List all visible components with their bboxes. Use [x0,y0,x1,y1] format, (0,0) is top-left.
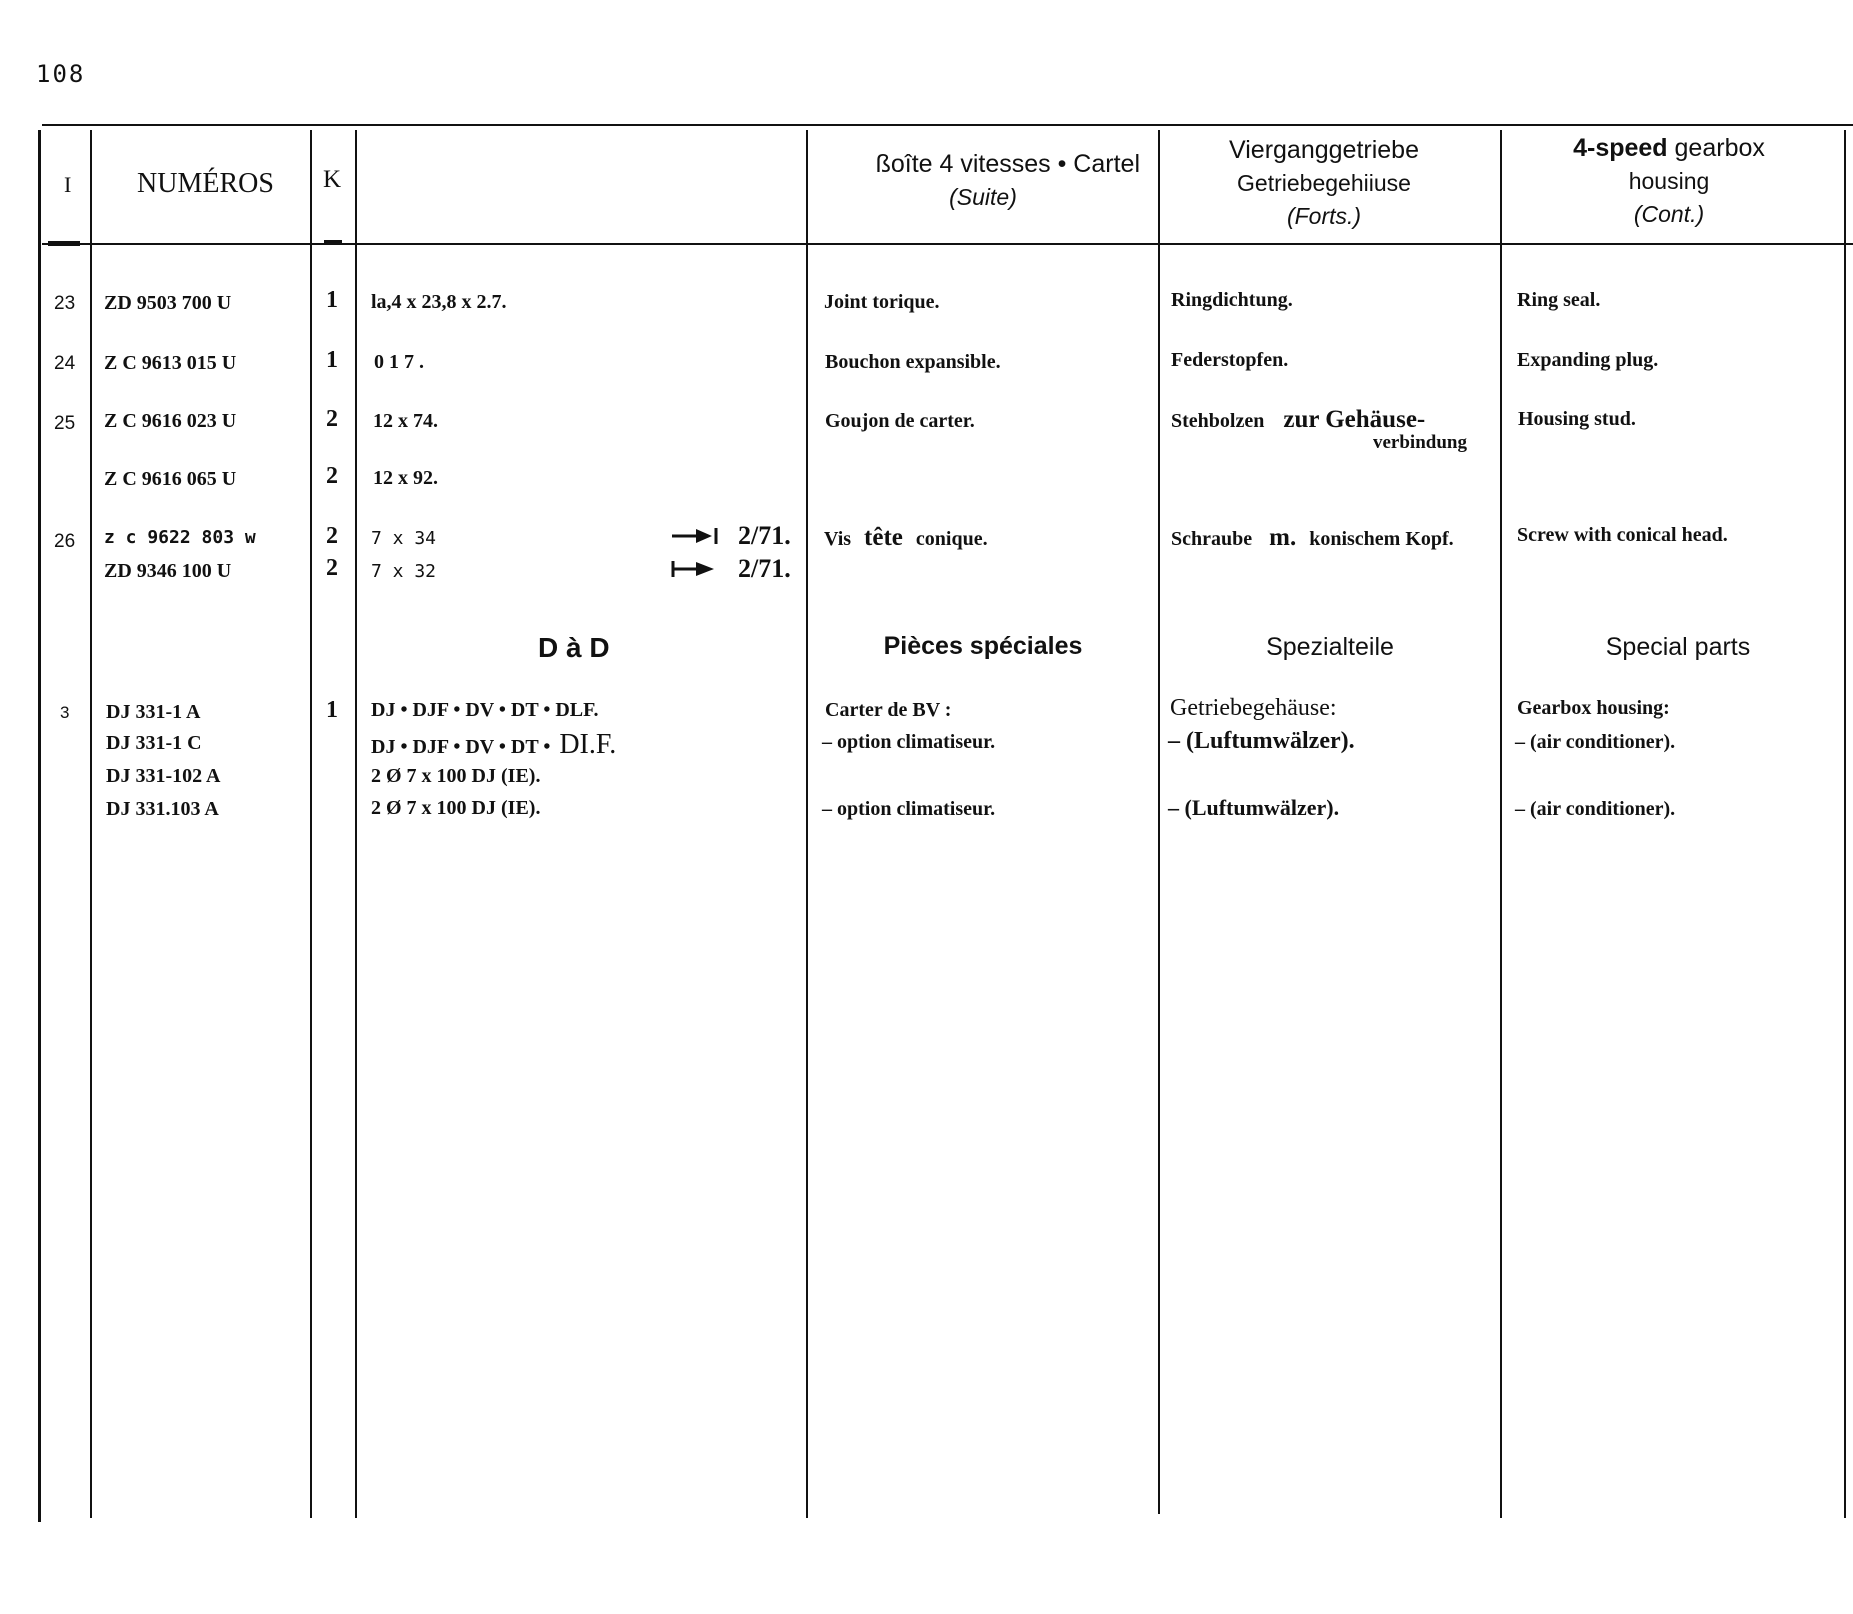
dash-mark [48,241,80,246]
row-fr-b: tête [864,524,903,551]
header-en-sub: housing [1628,168,1710,194]
section-fr: Pièces spéciales [883,632,1083,660]
arrow-from-icon-svg [670,559,720,579]
row-fr: Joint torique. [824,291,940,313]
column-border-i [90,130,92,1518]
row-ref: 26 [54,531,76,552]
row-fr: – option climatiseur. [822,798,996,820]
section-en: Special parts [1605,633,1751,661]
row-en: Expanding plug. [1517,349,1659,371]
row-desc: DJ • DJF • DV • DT • DLF. [371,699,599,721]
row-en: Gearbox housing: [1517,697,1670,719]
column-border-desc [806,130,808,1518]
row-en: Screw with conical head. [1517,524,1728,546]
row-ref: 23 [54,293,76,314]
header-en-cont: (Cont.) [1633,201,1705,227]
row-number: DJ 331-1 C [106,732,202,754]
row-de: – (Luftumwälzer). [1168,795,1340,820]
header-col-k: K [323,166,342,193]
row-date: 2/71. [738,521,791,550]
row-de: Ringdichtung. [1171,289,1293,311]
section-de: Spezialteile [1266,633,1394,661]
arrow-to-icon [670,526,720,546]
row-desc-b: DI.F. [559,729,617,760]
row-desc: 2 Ø 7 x 100 DJ (IE). [371,797,541,819]
table-top-rule [42,124,1853,126]
header-col-numeros: NUMÉROS [137,168,274,199]
row-desc: 7 x 32 [371,561,437,582]
row-desc [371,729,616,761]
header-de [1160,134,1488,233]
row-de: – (Luftumwälzer). [1168,728,1355,754]
header-en-title [1502,132,1836,165]
row-fr: Goujon de carter. [825,410,975,432]
row-qty: 2 [326,463,338,489]
row-number: Z C 9616 023 U [104,410,237,432]
row-ref: 24 [54,353,76,374]
row-desc: 2 Ø 7 x 100 DJ (IE). [371,765,541,787]
row-qty: 1 [326,287,338,313]
row-de-a: Schraube [1171,528,1253,550]
row-number: DJ 331-102 A [106,765,221,787]
row-number: Z C 9613 015 U [104,352,237,374]
row-date: 2/71. [738,554,791,583]
row-number: ZD 9346 100 U [104,560,232,582]
row-en: – (air conditioner). [1515,798,1676,820]
row-fr: Carter de BV : [825,699,952,721]
row-de [1171,524,1454,552]
header-fr-title: ßoîte 4 vitesses • Cartel [875,150,1140,178]
header-de-sub: Getriebegehiiuse [1237,170,1411,196]
row-en: Housing stud. [1518,408,1636,430]
arrow-to-icon-svg [670,526,720,546]
header-fr-sub: (Suite) [949,184,1017,210]
header-en [1502,132,1836,231]
header-col-i: I [64,172,72,197]
row-desc: 12 x 92. [373,467,438,489]
column-border-fr [1158,130,1160,1514]
arrow-from-icon [670,559,720,579]
row-qty: 1 [326,697,338,723]
header-en-title-b: gearbox [1674,134,1765,162]
row-de-a: Stehbolzen [1171,410,1265,432]
column-border-left [38,130,41,1522]
row-number: DJ 331.103 A [106,798,219,820]
header-de-title: Vierganggetriebe [1229,136,1419,164]
header-fr [808,148,1158,214]
row-de: Federstopfen. [1171,349,1289,371]
column-border-k [355,130,357,1518]
row-ref: 25 [54,413,76,434]
row-number: z c 9622 803 w [104,527,256,548]
row-de-b: zur Gehäuse- [1283,406,1426,433]
row-en: Ring seal. [1517,289,1601,311]
column-border-numeros [310,130,312,1518]
dash-mark [324,240,342,244]
row-qty: 2 [326,555,338,581]
row-number: ZD 9503 700 U [104,292,232,314]
header-bottom-rule [42,243,1853,245]
row-desc: 0 1 7 . [374,351,424,373]
row-de-c: konischem Kopf. [1309,528,1454,550]
row-desc: 12 x 74. [373,410,438,432]
row-qty: 2 [326,523,338,549]
header-de-cont: (Forts.) [1286,203,1362,229]
column-border-en [1844,130,1846,1518]
row-de-continued: verbindung [1373,432,1467,453]
row-desc: la,4 x 23,8 x 2.7. [371,291,507,313]
row-fr-c: conique. [915,528,988,550]
row-qty: 1 [326,347,338,373]
row-de [1171,406,1425,434]
header-en-title-a: 4-speed [1573,134,1668,162]
row-fr-a: Vis [824,528,852,550]
column-border-de [1500,130,1502,1518]
row-desc: 7 x 34 [371,528,437,549]
row-en: – (air conditioner). [1515,731,1676,753]
row-fr: – option climatiseur. [822,731,996,753]
row-de-b: m. [1269,524,1297,551]
row-qty: 2 [326,406,338,432]
row-fr: Bouchon expansible. [825,351,1001,373]
row-fr [824,524,988,552]
page-number: 108 [36,60,86,88]
section-desc: D à D [538,632,610,663]
row-desc-a: DJ • DJF • DV • DT • [371,736,551,758]
row-de: Getriebegehäuse: [1170,695,1337,721]
row-number: DJ 331-1 A [106,701,201,723]
row-ref: 3 [60,703,70,722]
row-number: Z C 9616 065 U [104,468,237,490]
